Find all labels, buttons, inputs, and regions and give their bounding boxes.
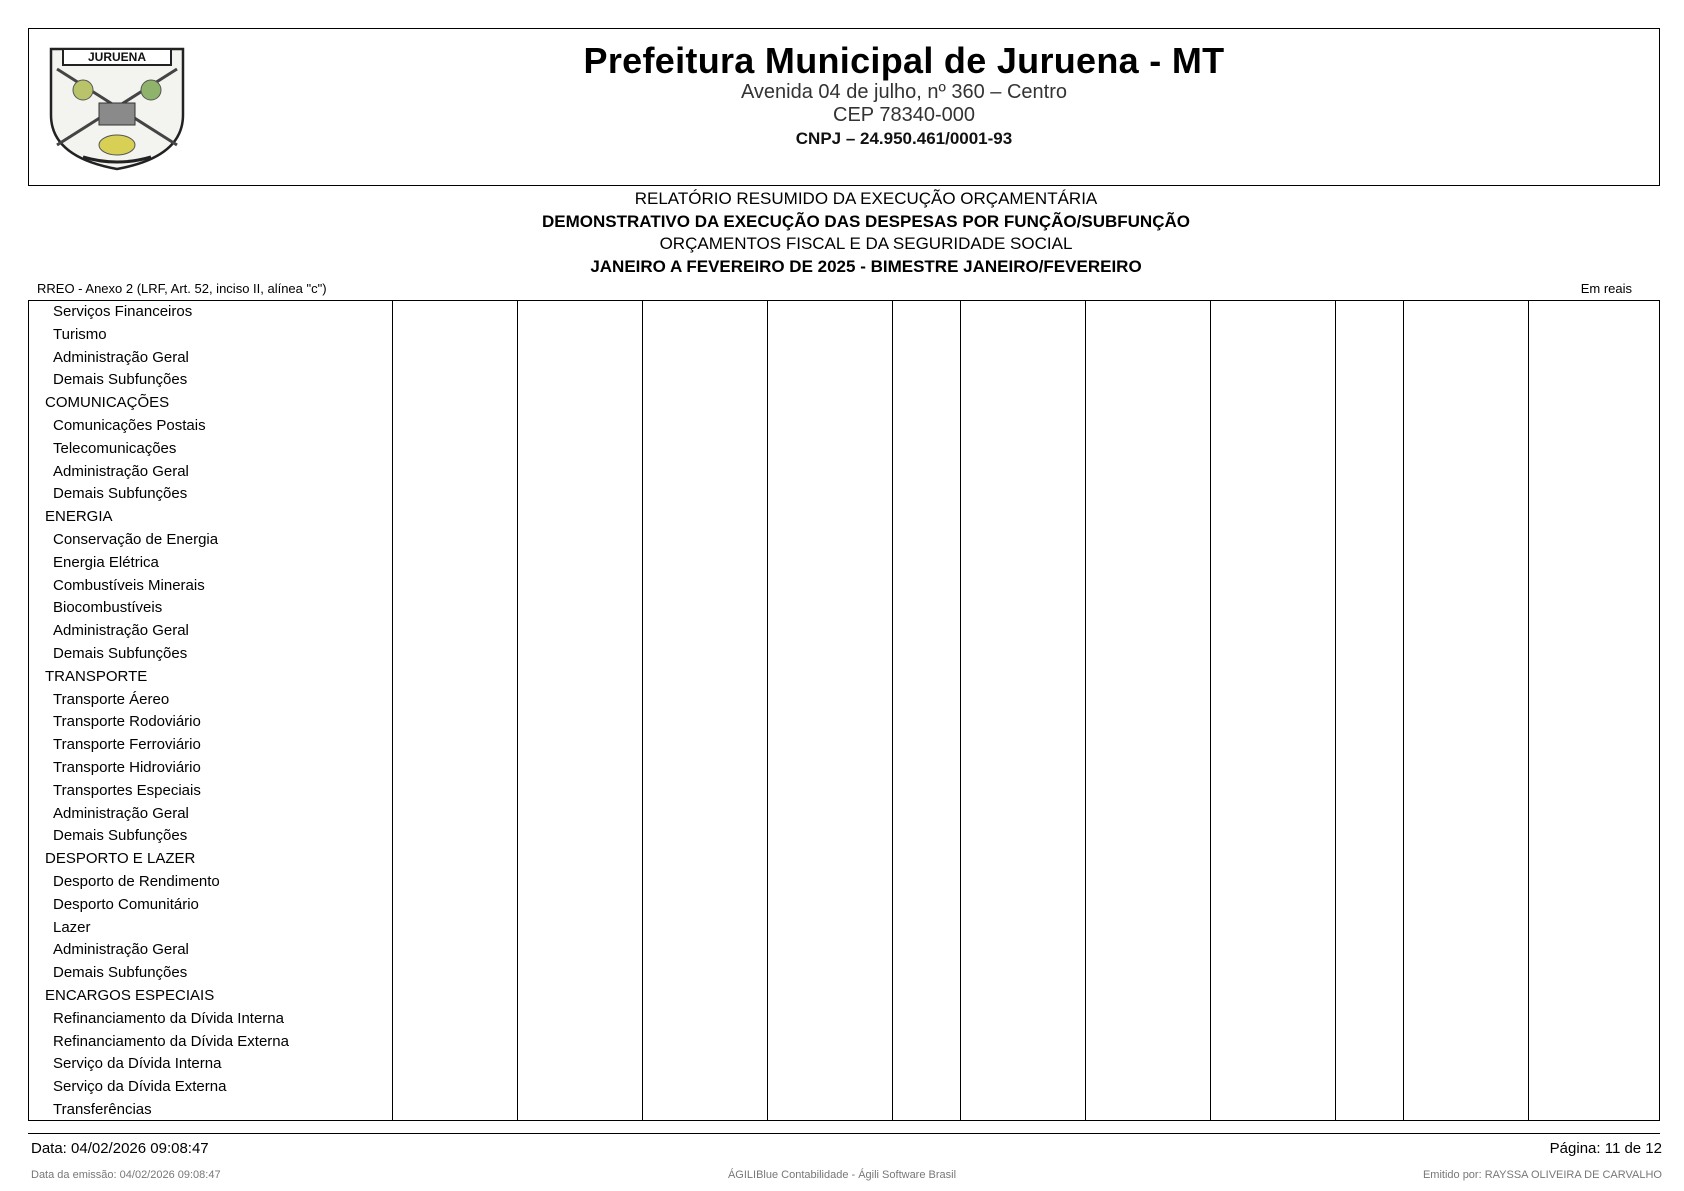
subfunction-row: Desporto de Rendimento: [53, 872, 220, 890]
subfunction-row: Transportes Especiais: [53, 781, 201, 799]
annex-reference: RREO - Anexo 2 (LRF, Art. 52, inciso II, alínea "c"): [37, 281, 327, 296]
subfunction-row: Energia Elétrica: [53, 553, 159, 571]
column-divider: [392, 301, 393, 1120]
page-title: Prefeitura Municipal de Juruena - MT: [583, 40, 1225, 81]
cep: CEP 78340-000: [833, 104, 975, 126]
function-row: DESPORTO E LAZER: [45, 850, 196, 868]
column-divider: [1403, 301, 1404, 1120]
function-row: ENERGIA: [45, 508, 113, 526]
report-line-3: ORÇAMENTOS FISCAL E DA SEGURIDADE SOCIAL: [659, 234, 1073, 253]
footer-divider: [28, 1133, 1660, 1134]
function-row: ENCARGOS ESPECIAIS: [45, 986, 215, 1004]
column-divider: [1528, 301, 1529, 1120]
subfunction-row: Serviço da Dívida Externa: [53, 1078, 227, 1096]
currency-unit: Em reais: [1580, 281, 1632, 296]
column-divider: [642, 301, 643, 1120]
column-divider: [960, 301, 961, 1120]
subfunction-row: Telecomunicações: [53, 439, 177, 457]
subfunction-row: Comunicações Postais: [53, 416, 206, 434]
report-line-4: JANEIRO A FEVEREIRO DE 2025 - BIMESTRE JANEIRO/FEVEREIRO: [590, 256, 1142, 276]
subfunction-row: Demais Subfunções: [53, 371, 188, 389]
column-divider: [1210, 301, 1211, 1120]
subfunction-row: Demais Subfunções: [53, 827, 188, 845]
subfunction-row: Transporte Rodoviário: [53, 713, 201, 731]
subfunction-row: Transporte Ferroviário: [53, 736, 201, 754]
report-line-1: RELATÓRIO RESUMIDO DA EXECUÇÃO ORÇAMENTÁRIA: [634, 189, 1098, 208]
subfunction-row: Refinanciamento da Dívida Interna: [53, 1009, 284, 1027]
subfunction-row: Desporto Comunitário: [53, 895, 199, 913]
cnpj: CNPJ – 24.950.461/0001-93: [795, 129, 1013, 148]
subfunction-row: Transferências: [53, 1100, 152, 1118]
page-number: Página: 11 de 12: [1549, 1140, 1662, 1157]
function-subfunction-list: [29, 301, 389, 1121]
subfunction-row: Administração Geral: [53, 804, 189, 822]
subfunction-row: Demais Subfunções: [53, 644, 188, 662]
footer-date: Data: 04/02/2026 09:08:47: [31, 1140, 209, 1157]
report-line-2: DEMONSTRATIVO DA EXECUÇÃO DAS DESPESAS POR FUNÇÃO/SUBFUNÇÃO: [542, 211, 1190, 231]
subfunction-row: Combustíveis Minerais: [53, 576, 205, 594]
column-divider: [767, 301, 768, 1120]
subfunction-row: Transporte Áereo: [53, 690, 170, 708]
header-text: [29, 41, 1659, 150]
subfunction-row: Administração Geral: [53, 941, 189, 959]
column-divider: [1335, 301, 1336, 1120]
expense-table: [28, 300, 1660, 1121]
emission-date: Data da emissão: 04/02/2026 09:08:47: [31, 1169, 221, 1181]
column-divider: [517, 301, 518, 1120]
subfunction-row: Refinanciamento da Dívida Externa: [53, 1032, 289, 1050]
column-divider: [1085, 301, 1086, 1120]
software-credit: ÁGILIBlue Contabilidade - Ágili Software Brasil: [727, 1169, 957, 1181]
subfunction-row: Serviços Financeiros: [53, 303, 193, 320]
subfunction-row: Serviço da Dívida Interna: [53, 1055, 222, 1073]
subfunction-row: Administração Geral: [53, 622, 189, 640]
issued-by: Emitido por: RAYSSA OLIVEIRA DE CARVALHO: [1422, 1169, 1662, 1181]
subfunction-row: Demais Subfunções: [53, 485, 188, 503]
column-divider: [892, 301, 893, 1120]
subfunction-row: Turismo: [53, 325, 107, 343]
subfunction-row: Transporte Hidroviário: [53, 758, 201, 776]
subfunction-row: Lazer: [53, 918, 91, 936]
function-row: TRANSPORTE: [45, 667, 148, 685]
subfunction-row: Biocombustíveis: [53, 599, 163, 617]
header-box: [28, 28, 1660, 186]
function-row: COMUNICAÇÕES: [45, 394, 170, 412]
address: Avenida 04 de julho, nº 360 – Centro: [740, 81, 1068, 103]
subfunction-row: Conservação de Energia: [53, 530, 219, 548]
report-titles: [28, 188, 1660, 278]
svg-text:JURUENA: JURUENA: [87, 50, 147, 64]
subfunction-row: Administração Geral: [53, 462, 189, 480]
subfunction-row: Administração Geral: [53, 348, 189, 366]
subfunction-row: Demais Subfunções: [53, 964, 188, 982]
